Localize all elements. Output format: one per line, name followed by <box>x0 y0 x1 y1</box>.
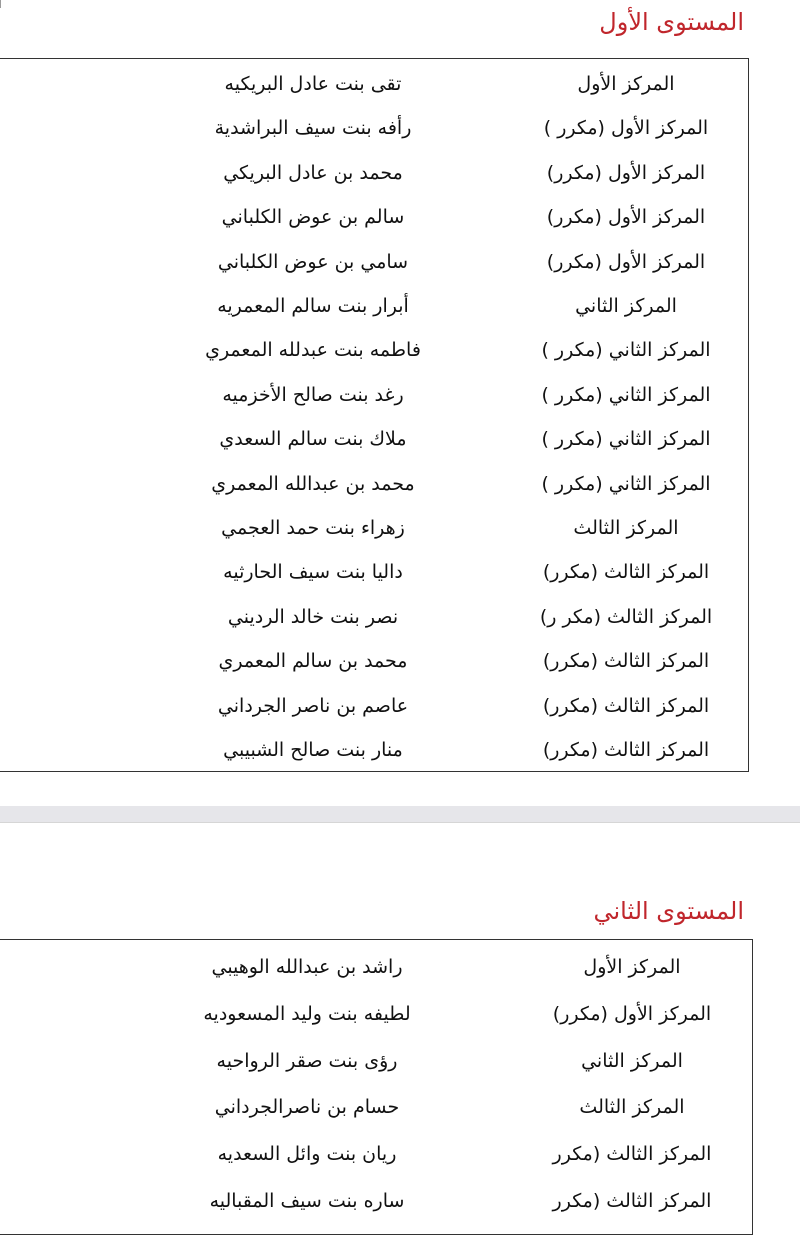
student-name: نصر بنت خالد الرديني <box>227 605 399 628</box>
student-name: سالم بن عوض الكلباني <box>221 206 405 229</box>
table-row <box>0 198 748 236</box>
student-name: رغد بنت صالح الأخزميه <box>222 383 404 406</box>
rank-label: المركز الأول <box>583 956 681 978</box>
table-row <box>0 420 748 458</box>
rank-label: المركز الأول (مكرر) <box>546 250 706 273</box>
student-name: محمد بن عبدالله المعمري <box>211 472 415 495</box>
rank-label: المركز الثالث <box>579 1096 685 1119</box>
rank-label: المركز الثالث (مكرر) <box>542 739 710 761</box>
rank-label: المركز الثالث (مكرر) <box>542 650 710 673</box>
table-row <box>0 109 748 147</box>
student-name: عاصم بن ناصر الجرداني <box>217 694 409 717</box>
student-name: تقى بنت عادل البريكيه <box>224 73 402 95</box>
student-name: ريان بنت وائل السعديه <box>217 1143 397 1166</box>
rank-label: المركز الثاني <box>581 1049 683 1072</box>
student-name: أبرار بنت سالم المعمريه <box>217 295 409 317</box>
table-row <box>0 1182 752 1220</box>
level-1-results-table <box>0 58 749 772</box>
level-1-title: المستوى الأول <box>599 8 744 36</box>
rank-label: المركز الثالث (مكرر <box>552 1190 712 1212</box>
table-row <box>0 598 748 636</box>
student-name: فاطمه بنت عبدلله المعمري <box>205 339 421 362</box>
student-name: رأفه بنت سيف البراشدية <box>214 117 412 140</box>
table-row <box>0 1088 752 1126</box>
rank-label: المركز الثالث (مكر ر) <box>539 605 713 628</box>
student-name: ساره بنت سيف المقباليه <box>209 1190 405 1212</box>
student-name: زهراء بنت حمد العجمي <box>221 517 405 539</box>
rank-label: المركز الأول (مكرر) <box>546 206 706 229</box>
table-row <box>0 642 748 680</box>
rank-label: المركز الثاني (مكرر ) <box>541 383 711 406</box>
student-name: سامي بن عوض الكلباني <box>217 250 409 273</box>
student-name: منار بنت صالح الشبيبي <box>223 739 403 761</box>
student-name: راشد بن عبدالله الوهيبي <box>211 956 403 978</box>
table-row <box>0 1135 752 1173</box>
table-row <box>0 331 748 369</box>
level-2-results-table <box>0 939 753 1235</box>
table-row <box>0 154 748 192</box>
rank-label: المركز الثالث (مكرر) <box>542 694 710 717</box>
level-2-title: المستوى الثاني <box>593 897 744 925</box>
student-name: حسام بن ناصرالجرداني <box>214 1096 400 1119</box>
rank-label: المركز الأول (مكرر) <box>546 161 706 184</box>
table-row <box>0 948 752 986</box>
rank-label: المركز الأول (مكرر) <box>552 1002 712 1025</box>
page-separator <box>0 806 800 822</box>
document-page-2 <box>0 822 800 1228</box>
table-row <box>0 465 748 503</box>
rank-label: المركز الثالث (مكرر) <box>542 561 710 584</box>
student-name: رؤى بنت صقر الرواحيه <box>216 1049 398 1072</box>
rank-label: المركز الثاني (مكرر ) <box>541 428 711 451</box>
table-row <box>0 553 748 591</box>
rank-label: المركز الأول <box>577 73 675 95</box>
student-name: ملاك بنت سالم السعدي <box>219 428 407 451</box>
student-name: محمد بن سالم المعمري <box>218 650 408 673</box>
table-row <box>0 287 748 325</box>
rank-label: المركز الثاني <box>575 295 677 317</box>
top-divider <box>0 0 800 8</box>
table-row <box>0 65 748 103</box>
table-row <box>0 731 748 769</box>
table-row <box>0 1042 752 1080</box>
table-row <box>0 243 748 281</box>
table-row <box>0 376 748 414</box>
student-name: داليا بنت سيف الحارثيه <box>223 561 403 584</box>
student-name: محمد بن عادل البريكي <box>223 161 403 184</box>
rank-label: المركز الثالث (مكرر <box>552 1143 712 1166</box>
rank-label: المركز الأول (مكرر ) <box>543 117 709 140</box>
rank-label: المركز الثاني (مكرر ) <box>541 472 711 495</box>
rank-label: المركز الثالث <box>573 517 679 539</box>
rank-label: المركز الثاني (مكرر ) <box>541 339 711 362</box>
table-row <box>0 509 748 547</box>
table-row <box>0 995 752 1033</box>
student-name: لطيفه بنت وليد المسعوديه <box>203 1002 411 1025</box>
table-row <box>0 687 748 725</box>
